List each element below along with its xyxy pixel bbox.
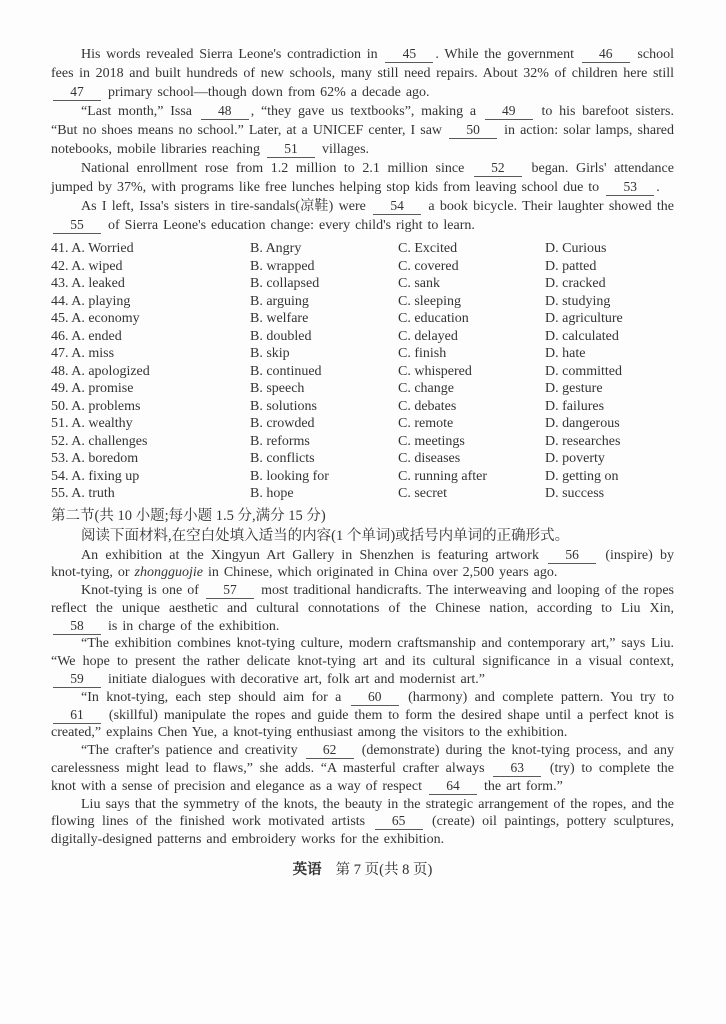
blank-54: 54	[373, 199, 421, 215]
option-c: C. diseases	[398, 451, 461, 466]
option-d: D. failures	[545, 398, 605, 414]
text-run: As I left, Issa's sisters in tire-sandals(凉鞋) were	[81, 199, 372, 214]
text-run: (try) to complete the knot with a sense of precision and elegance as a way of respect	[51, 761, 674, 794]
option-c: C. education	[398, 311, 469, 326]
blank-56: 56	[548, 548, 596, 564]
option-row	[51, 328, 674, 346]
text-run: His words revealed Sierra Leone's contradiction in	[81, 47, 384, 62]
text-run: initiate dialogues with decorative art, folk art and modernist art.”	[103, 672, 485, 688]
footer-subject-label: 英语	[292, 862, 322, 879]
text-run: is in charge of the exhibition.	[103, 618, 280, 634]
option-b: B. crowded	[250, 416, 315, 431]
option-row	[51, 293, 674, 311]
text-run: . While the government	[435, 47, 580, 62]
text-run: Liu says that the symmetry of the knots, the beauty in the strategic arrangement of the ropes, and the flowing lines of the finished work motivated artists	[51, 796, 674, 830]
text-run: to his barefoot sisters. “But no shoes means no school.” Later, at a UNICEF center, I saw	[51, 104, 674, 138]
blank-50: 50	[449, 123, 497, 139]
option-c: C. covered	[398, 258, 459, 274]
text-run: villages.	[317, 142, 370, 157]
option-d: D. studying	[545, 293, 611, 309]
section-two-instruction: 阅读下面材料,在空白处填入适当的内容(1 个单词)或括号内单词的正确形式。	[81, 527, 570, 544]
option-a: 51. A. wealthy	[51, 416, 133, 431]
grammar-fill-passage	[51, 547, 674, 850]
blank-59: 59	[53, 672, 101, 688]
text-run: “In knot-tying, each step should aim for a	[81, 689, 349, 705]
option-a: 42. A. wiped	[51, 258, 123, 274]
text-run: primary school—though down from 62% a decade ago.	[103, 85, 430, 100]
text-run: in action: solar lamps, shared notebooks, mobile libraries reaching	[51, 123, 674, 157]
paragraph	[51, 689, 674, 742]
page-footer	[51, 858, 674, 879]
blank-52: 52	[474, 161, 522, 177]
text-run: (harmony) and complete pattern. You try to	[400, 689, 674, 705]
option-a: 50. A. problems	[51, 398, 141, 414]
option-d: D. hate	[545, 346, 586, 361]
blank-62: 62	[306, 743, 354, 759]
option-d: D. Curious	[545, 241, 607, 256]
option-a: 45. A. economy	[51, 311, 140, 326]
option-a: 44. A. playing	[51, 293, 131, 309]
option-a: 49. A. promise	[51, 381, 134, 396]
blank-51: 51	[267, 142, 315, 158]
option-c: C. whispered	[398, 363, 472, 379]
option-c: C. sleeping	[398, 293, 461, 309]
option-b: B. looking for	[250, 468, 329, 484]
text-run: (inspire) by knot-tying, or	[51, 547, 674, 581]
blank-57: 57	[206, 583, 254, 599]
option-a: 54. A. fixing up	[51, 468, 140, 484]
option-d: D. getting on	[545, 468, 619, 484]
section-two-header: 第二节(共 10 小题;每小题 1.5 分,满分 15 分)	[51, 507, 326, 524]
blank-46: 46	[582, 47, 630, 63]
italic-text-run: zhongguojie	[134, 565, 203, 581]
option-b: B. continued	[250, 363, 322, 379]
option-c: C. meetings	[398, 433, 465, 449]
text-run: school fees in 2018 and built hundreds of new schools, many still need repairs. About 32% of children here still	[51, 47, 674, 81]
text-run: most traditional handicrafts. The interweaving and looping of the ropes reflect the unique aesthetic and cultural connotations of the Chinese nation, according to Liu Xin,	[51, 583, 674, 616]
option-d: D. agriculture	[545, 311, 623, 326]
option-b: B. conflicts	[250, 451, 315, 466]
option-c: C. Excited	[398, 241, 458, 256]
option-b: B. skip	[250, 346, 290, 361]
option-row	[51, 240, 674, 258]
text-run: , “they gave us textbooks”, making a	[250, 104, 483, 119]
text-run: (create) oil paintings, pottery sculptures, digitally-designed patterns and embroidery works for the exhibition.	[51, 814, 675, 848]
paragraph	[51, 582, 674, 635]
option-b: B. doubled	[250, 328, 312, 344]
text-run: a book bicycle. Their laughter showed the	[423, 199, 674, 214]
option-d: D. calculated	[545, 328, 619, 344]
option-a: 52. A. challenges	[51, 433, 148, 449]
option-b: B. speech	[250, 381, 305, 396]
option-row	[51, 450, 674, 468]
option-b: B. reforms	[250, 433, 310, 449]
option-b: B. solutions	[250, 398, 317, 414]
text-run: in Chinese, which originated in China over 2,500 years ago.	[202, 565, 558, 581]
option-b: B. collapsed	[250, 276, 320, 291]
blank-64: 64	[429, 779, 477, 795]
option-row	[51, 415, 674, 433]
option-a: 46. A. ended	[51, 328, 122, 344]
text-run: National enrollment rose from 1.2 million to 2.1 million since	[81, 161, 472, 176]
blank-49: 49	[485, 104, 533, 120]
blank-55: 55	[53, 218, 101, 234]
option-a: 47. A. miss	[51, 346, 115, 361]
text-run: (skillful) manipulate the ropes and guide them to form the desired shape until a perfect knot is created,” explains Chen Yue, a knot-tying enthusiast among the visitors to the exhibition.	[51, 707, 674, 741]
option-row	[51, 310, 674, 328]
option-row	[51, 380, 674, 398]
option-d: D. dangerous	[545, 416, 620, 431]
option-a: 53. A. boredom	[51, 451, 139, 466]
option-c: C. running after	[398, 468, 488, 484]
blank-47: 47	[53, 85, 101, 101]
options-table	[51, 240, 674, 503]
paragraph	[51, 547, 674, 583]
text-run: (demonstrate) during the knot-tying process, and any carelessness might lead to flaws,” she adds. “A masterful crafter always	[51, 743, 674, 777]
text-run: “The exhibition combines knot-tying culture, modern craftsmanship and contemporary art,” says Liu. “We hope to present the rather delicate knot-tying art and its cultural significance in a visual context,	[51, 636, 674, 670]
option-b: B. welfare	[250, 311, 309, 326]
option-b: B. hope	[250, 486, 294, 501]
option-b: B. wrapped	[250, 258, 315, 274]
option-d: D. patted	[545, 258, 597, 274]
option-a: 43. A. leaked	[51, 276, 125, 291]
blank-61: 61	[53, 708, 101, 724]
option-d: D. success	[545, 486, 605, 501]
text-run: .	[656, 180, 660, 195]
option-d: D. committed	[545, 363, 622, 379]
text-run: of Sierra Leone's education change: every child's right to learn.	[103, 218, 475, 233]
paragraph	[51, 159, 674, 197]
blank-65: 65	[375, 814, 423, 830]
paragraph	[51, 742, 674, 795]
blank-63: 63	[493, 761, 541, 777]
option-row	[51, 275, 674, 293]
option-a: 55. A. truth	[51, 486, 115, 501]
option-row	[51, 345, 674, 363]
text-run: the art form.”	[478, 778, 563, 794]
option-d: D. gesture	[545, 381, 603, 396]
option-row	[51, 433, 674, 451]
paragraph	[51, 197, 674, 235]
paragraph	[51, 102, 674, 159]
option-row	[51, 468, 674, 486]
text-run: Knot-tying is one of	[81, 583, 204, 599]
footer-page-number: 第 7 页(共 8 页)	[335, 862, 433, 879]
option-d: D. researches	[545, 433, 621, 449]
option-a: 41. A. Worried	[51, 241, 134, 256]
blank-60: 60	[351, 690, 399, 706]
option-b: B. Angry	[250, 241, 302, 256]
blank-48: 48	[201, 104, 249, 120]
blank-53: 53	[606, 180, 654, 196]
paragraph	[51, 796, 674, 849]
text-run: An exhibition at the Xingyun Art Gallery in Shenzhen is featuring artwork	[81, 547, 547, 563]
option-row	[51, 485, 674, 503]
text-run: began. Girls' attendance jumped by 37%, with programs like free lunches helping stop kids from leaving school due to	[51, 161, 674, 195]
option-c: C. sank	[398, 276, 440, 291]
cloze-passage	[51, 45, 674, 235]
blank-45: 45	[385, 47, 433, 63]
blank-58: 58	[53, 619, 101, 635]
option-c: C. remote	[398, 416, 454, 431]
paragraph	[51, 45, 674, 102]
option-b: B. arguing	[250, 293, 309, 309]
option-c: C. finish	[398, 346, 447, 361]
option-c: C. change	[398, 381, 454, 396]
option-d: D. cracked	[545, 276, 606, 291]
option-c: C. secret	[398, 486, 447, 501]
option-c: C. delayed	[398, 328, 458, 344]
option-c: C. debates	[398, 398, 457, 414]
option-d: D. poverty	[545, 451, 605, 466]
option-row	[51, 398, 674, 416]
text-run: “The crafter's patience and creativity	[81, 743, 304, 759]
option-a: 48. A. apologized	[51, 363, 150, 379]
option-row	[51, 258, 674, 276]
text-run: “Last month,” Issa	[81, 104, 199, 119]
paragraph	[51, 635, 674, 688]
option-row	[51, 363, 674, 381]
